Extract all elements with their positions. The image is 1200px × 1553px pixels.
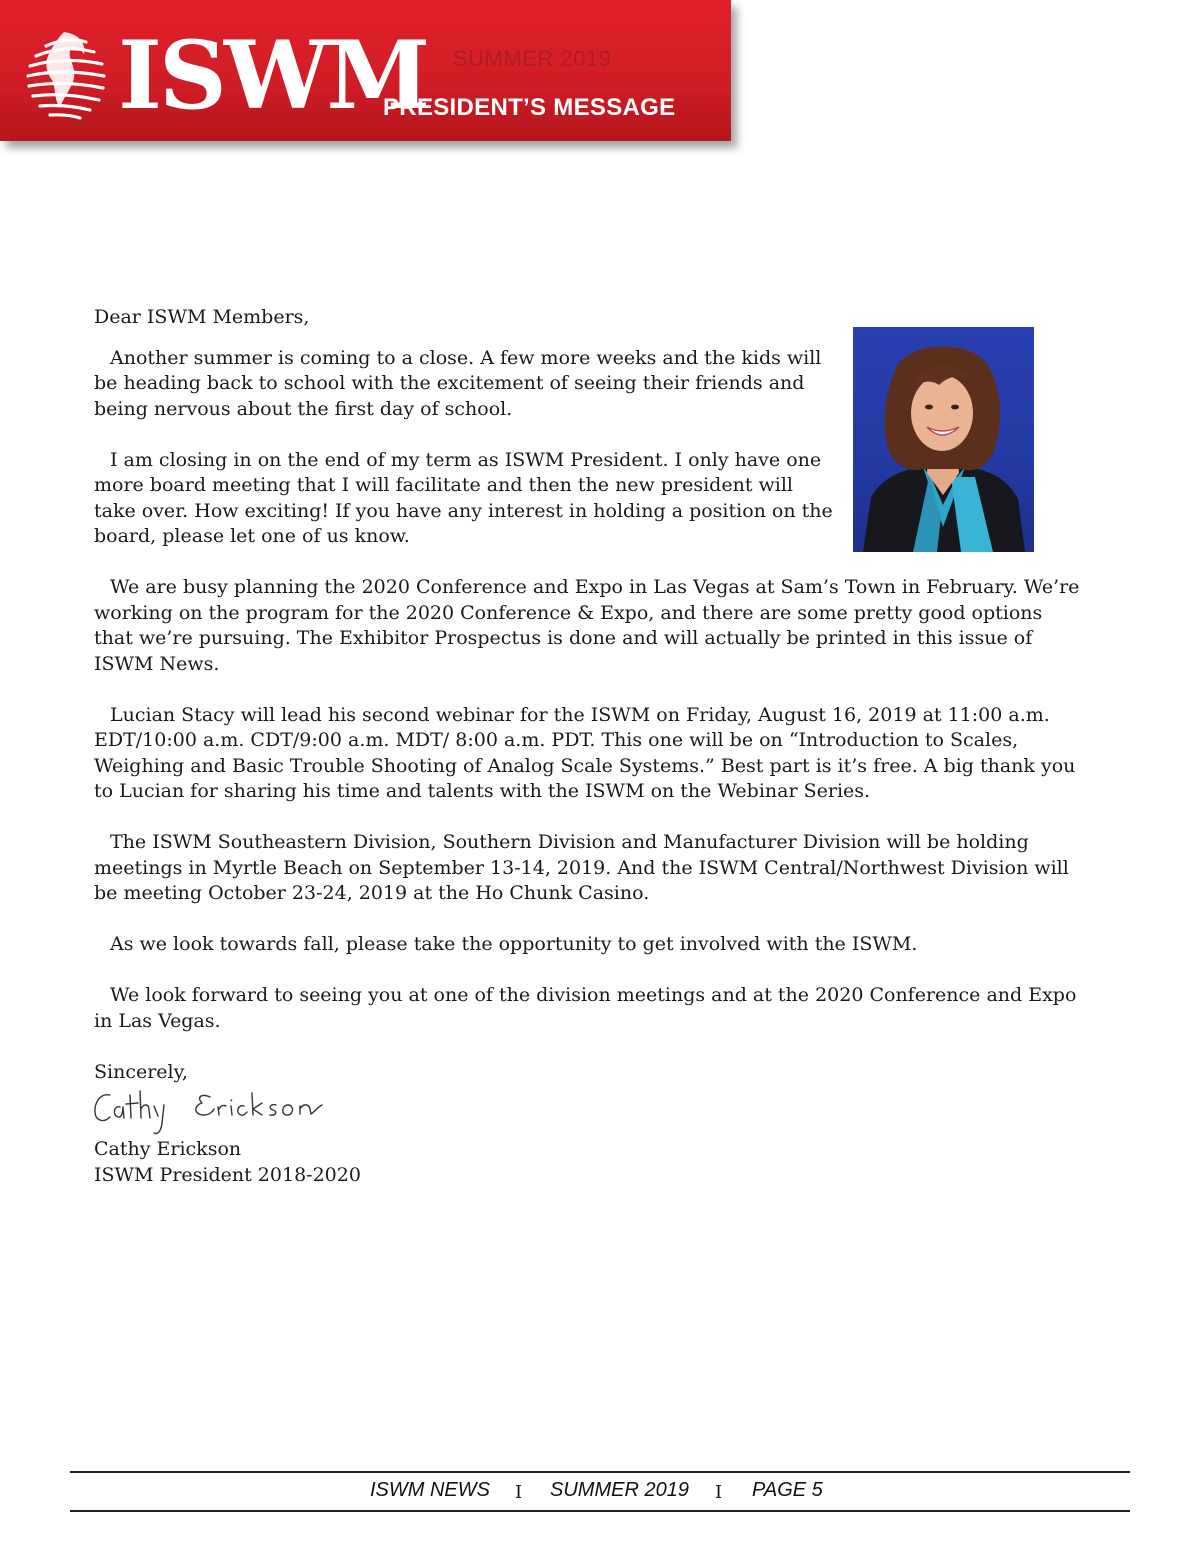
signer-title: ISWM President 2018-2020 bbox=[94, 1163, 361, 1186]
letter-paragraph: I am closing in on the end of my term as ISWM President. I only have one more board meeting that I will facilitate and then the new president will take over. How exciting! If you have any interest in holding a position on the board, please let one of us know. bbox=[94, 448, 833, 547]
letter-paragraph: We look forward to seeing you at one of the division meetings and at the 2020 Conference and Expo in Las Vegas. bbox=[94, 984, 1077, 1032]
masthead-banner bbox=[0, 0, 731, 141]
footer-issue: SUMMER 2019 bbox=[550, 1479, 689, 1501]
letter-paragraph: The ISWM Southeastern Division, Southern Division and Manufacturer Division will be holding meetings in Myrtle Beach on September 13-14, 2019. And the ISWM Central/Northwest Division will be meeting October 23-24, 2019 at the Ho Chunk Casino. bbox=[94, 831, 1069, 904]
handwritten-signature bbox=[92, 1085, 342, 1137]
issue-label: SUMMER 2019 bbox=[453, 46, 612, 71]
footer-page-number: PAGE 5 bbox=[752, 1479, 823, 1501]
letter-paragraph: Lucian Stacy will lead his second webinar for the ISWM on Friday, August 16, 2019 at 11:00 a.m. EDT/10:00 a.m. CDT/9:00 a.m. MDT/ 8:00 a.m. PDT. This one will be on “Introduction to Scales, Weighing and Basic Trouble Shooting of Analog Scale Systems.” Best part is it’s free. A big thank you to Lucian for sharing his time and talents with the ISWM on the Webinar Series. bbox=[94, 703, 1076, 802]
letter-paragraph: Another summer is coming to a close. A few more weeks and the kids will be heading back to school with the excitement of seeing their friends and being nervous about the first day of school. bbox=[94, 346, 822, 420]
footer-separator: I bbox=[715, 1482, 723, 1503]
globe-emblem-icon bbox=[24, 26, 108, 126]
footer-rule-top bbox=[70, 1471, 1130, 1473]
section-title: PRESIDENT’S MESSAGE bbox=[383, 94, 676, 121]
footer-rule-bottom bbox=[70, 1510, 1130, 1512]
closing: Sincerely, bbox=[94, 1060, 188, 1083]
page-footer bbox=[70, 1479, 1130, 1505]
footer-separator: I bbox=[515, 1482, 523, 1503]
signer-name: Cathy Erickson bbox=[94, 1138, 242, 1160]
letter-paragraph: As we look towards fall, please take the opportunity to get involved with the ISWM. bbox=[110, 933, 918, 955]
iswm-logo-text: ISWM bbox=[118, 21, 428, 131]
footer-publication: ISWM NEWS bbox=[370, 1479, 490, 1501]
salutation: Dear ISWM Members, bbox=[94, 306, 310, 328]
letter-paragraph: We are busy planning the 2020 Conference and Expo in Las Vegas at Sam’s Town in February. We’re working on the program for the 2020 Conference & Expo, and there are some pretty good options that we’re pursuing. The Exhibitor Prospectus is done and will actually be printed in this issue of ISWM News. bbox=[94, 576, 1080, 675]
letter-body bbox=[94, 305, 1084, 1188]
